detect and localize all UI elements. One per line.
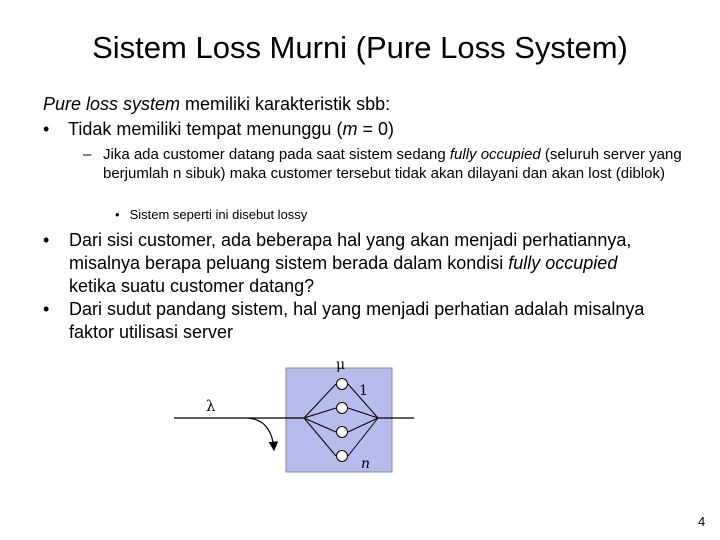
subbullet-blocked <box>83 145 683 183</box>
subbullet-text <box>103 145 683 183</box>
subbullet-text-italic: fully occupied <box>449 146 541 163</box>
bullet-text: Dari sudut pandang sistem, hal yang menjadi perhatian adalah misalnya faktor utilisasi server <box>69 299 645 342</box>
bullet-mark: • <box>43 119 50 139</box>
slide-title: Sistem Loss Murni (Pure Loss System) <box>92 30 628 65</box>
server-label-first: 1 <box>359 383 368 399</box>
bullet-text-pre: Dari sisi customer, ada beberapa hal yang akan menjadi perhatiannya, misalnya berapa peluang sistem berada dalam kondisi <box>69 230 632 273</box>
blocked-arrow <box>248 418 274 450</box>
bullet-mark: • <box>43 230 50 250</box>
bullet-text-post: = 0) <box>357 119 394 139</box>
bullet-customer-view <box>43 229 653 298</box>
bullet-mark: • <box>43 299 50 319</box>
subsubbullet-lossy <box>115 206 307 223</box>
bullet-text <box>68 119 394 139</box>
server-label-last: n <box>361 456 371 472</box>
bullet-text <box>69 229 653 298</box>
lambda-label: λ <box>206 397 216 415</box>
mu-label: μ <box>336 358 346 373</box>
bullet-text-italic: m <box>342 119 358 139</box>
bullet-text-pre: Tidak memiliki tempat menunggu ( <box>68 119 343 139</box>
bullet-mark: • <box>115 207 120 222</box>
subsubbullet-text: Sistem seperti ini disebut lossy <box>129 207 308 222</box>
loss-system-diagram <box>166 358 416 476</box>
bullet-text-italic: fully occupied <box>508 253 618 273</box>
subbullet-text-post: (seluruh server yang berjumlah n sibuk) maka customer tersebut tidak akan dilayani dan akan lost (diblok) <box>103 146 682 182</box>
page-number: 4 <box>698 514 706 529</box>
subbullet-text-pre: Jika ada customer datang pada saat sistem sedang <box>103 146 450 163</box>
intro-italic: Pure loss system <box>43 94 181 114</box>
bullet-no-waiting <box>43 118 683 140</box>
bullet-system-view <box>43 298 653 344</box>
dash-mark: – <box>83 146 92 163</box>
bullet-text-post: ketika suatu customer datang? <box>69 276 315 296</box>
intro-text: memiliki karakteristik sbb: <box>180 94 391 114</box>
intro-line <box>43 93 390 115</box>
